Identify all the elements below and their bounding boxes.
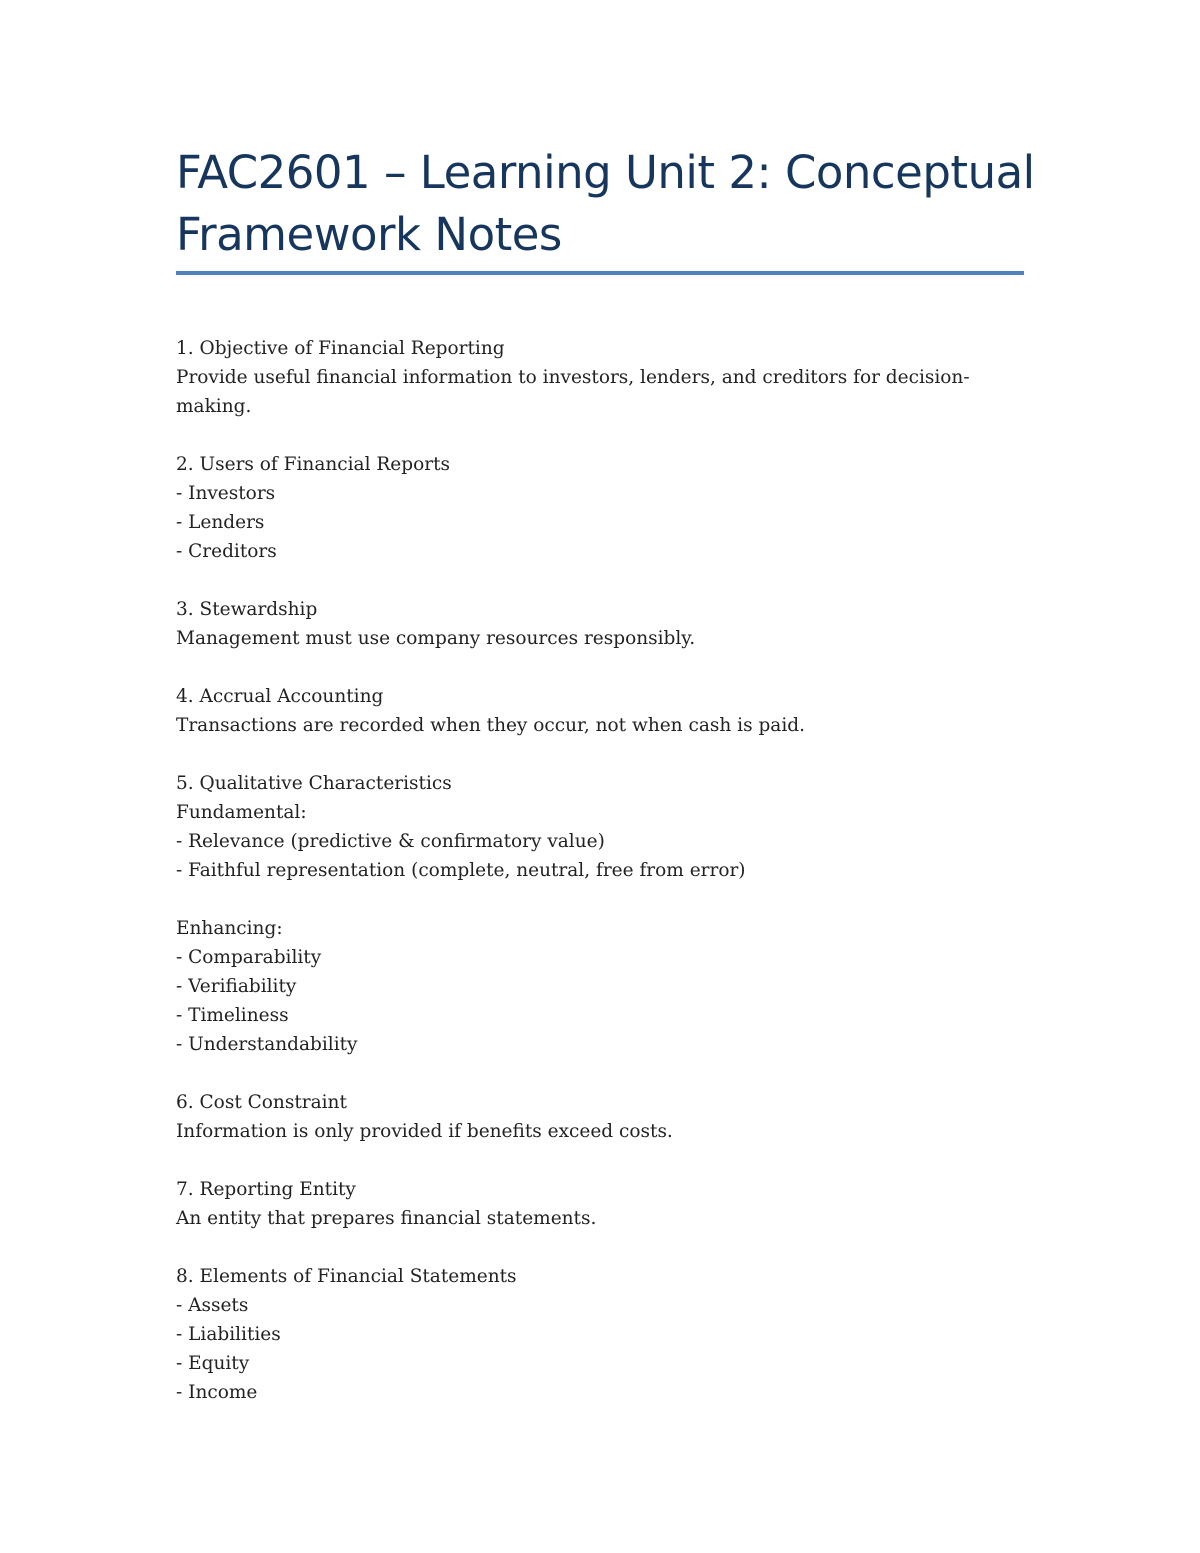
spacer bbox=[176, 566, 1036, 595]
spacer bbox=[176, 740, 1036, 769]
list-item: - Assets bbox=[176, 1295, 249, 1316]
document-title bbox=[176, 142, 1036, 266]
title-line: Framework Notes bbox=[176, 208, 562, 261]
subheading: Enhancing: bbox=[176, 918, 283, 939]
list-item: - Relevance (predictive & confirmatory value) bbox=[176, 831, 605, 852]
list-item: - Liabilities bbox=[176, 1324, 281, 1345]
body-line: Information is only provided if benefits exceed costs. bbox=[176, 1121, 673, 1142]
body-line: Transactions are recorded when they occur, not when cash is paid. bbox=[176, 715, 805, 736]
spacer bbox=[176, 1059, 1036, 1088]
section-heading: 5. Qualitative Characteristics bbox=[176, 773, 452, 794]
spacer bbox=[176, 1233, 1036, 1262]
list-item: - Faithful representation (complete, neutral, free from error) bbox=[176, 860, 746, 881]
section-heading: 7. Reporting Entity bbox=[176, 1179, 356, 1200]
section-heading: 1. Objective of Financial Reporting bbox=[176, 338, 505, 359]
document-body bbox=[176, 334, 1036, 1407]
list-item: - Income bbox=[176, 1382, 258, 1403]
list-item: - Investors bbox=[176, 483, 276, 504]
section-heading: 3. Stewardship bbox=[176, 599, 318, 620]
list-item: - Understandability bbox=[176, 1034, 358, 1055]
body-line: Management must use company resources responsibly. bbox=[176, 628, 696, 649]
subheading: Fundamental: bbox=[176, 802, 307, 823]
section-heading: 2. Users of Financial Reports bbox=[176, 454, 450, 475]
body-line: making. bbox=[176, 396, 252, 417]
list-item: - Verifiability bbox=[176, 976, 297, 997]
title-underline bbox=[176, 271, 1024, 275]
section-heading: 8. Elements of Financial Statements bbox=[176, 1266, 517, 1287]
body-line: An entity that prepares financial statements. bbox=[176, 1208, 597, 1229]
spacer bbox=[176, 421, 1036, 450]
section-heading: 6. Cost Constraint bbox=[176, 1092, 347, 1113]
body-line: Provide useful financial information to investors, lenders, and creditors for decision- bbox=[176, 367, 970, 388]
list-item: - Lenders bbox=[176, 512, 265, 533]
list-item: - Comparability bbox=[176, 947, 322, 968]
list-item: - Equity bbox=[176, 1353, 250, 1374]
spacer bbox=[176, 885, 1036, 914]
spacer bbox=[176, 1146, 1036, 1175]
title-line: FAC2601 – Learning Unit 2: Conceptual bbox=[176, 146, 1035, 199]
spacer bbox=[176, 653, 1036, 682]
list-item: - Timeliness bbox=[176, 1005, 289, 1026]
list-item: - Creditors bbox=[176, 541, 277, 562]
section-heading: 4. Accrual Accounting bbox=[176, 686, 384, 707]
